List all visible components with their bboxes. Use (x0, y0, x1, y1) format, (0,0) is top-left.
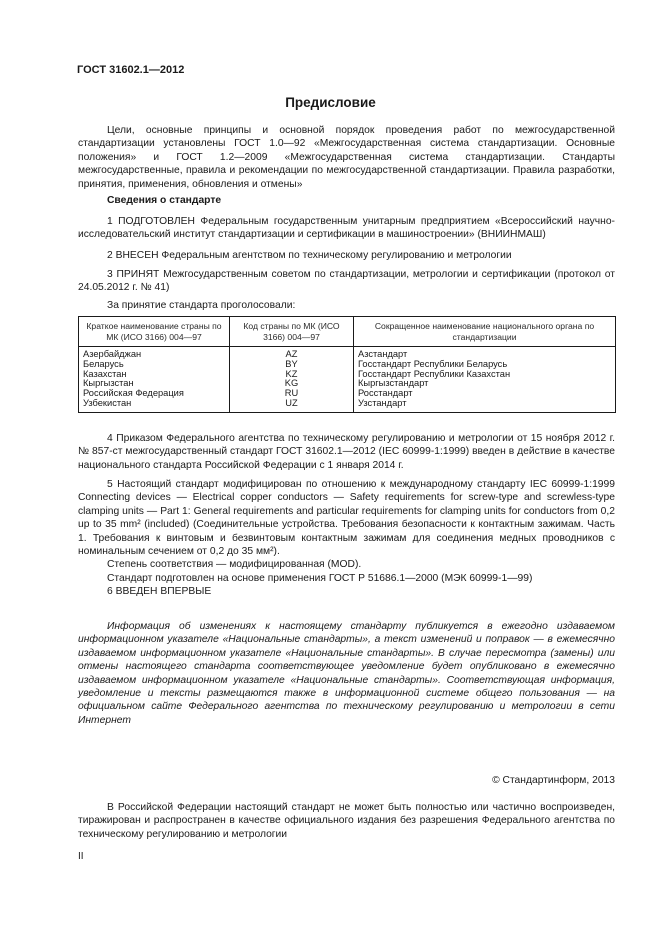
code-cell: RU (230, 389, 354, 399)
country-cell: Кыргызстан (79, 379, 230, 389)
notice-block (78, 620, 615, 727)
country-cell: Беларусь (79, 360, 230, 370)
page-number: II (78, 851, 84, 862)
restriction-paragraph: В Российской Федерации настоящий стандарт не может быть полностью или частично воспроизведен, тиражирован и распространен в качестве официального издания без разрешения Федерального агентства по техническому регулированию и метрологии (78, 802, 615, 840)
item-5-block (78, 478, 615, 585)
country-cell: Узбекистан (79, 399, 230, 412)
countries-table (78, 316, 616, 413)
intro-paragraph: Цели, основные принципы и основной порядок проведения работ по межгосударственной стандартизации установлены ГОСТ 1.0—92 «Межгосударственная система стандартизации. Основные положения» и ГОСТ 1.2—2009 «Межгосударственная система стандартизации. Стандарты межгосударственные, правила и рекомендации по межгосударственной стандартизации. Правила разработки, принятия, применения, обновления и отмены» (78, 125, 615, 190)
body-cell: Госстандарт Республики Казахстан (354, 370, 616, 380)
country-cell: Казахстан (79, 370, 230, 380)
item-2-block (78, 249, 615, 262)
table-header-row (79, 317, 616, 347)
section-heading: Сведения о стандарте (107, 195, 222, 206)
item-3: 3 ПРИНЯТ Межгосударственным советом по стандартизации, метрологии и сертификации (протокол от 24.05.2012 г. № 41) (78, 269, 615, 294)
body-cell: Узстандарт (354, 399, 616, 412)
body-cell: Госстандарт Республики Беларусь (354, 360, 616, 370)
column-header-code: Код страны по МК (ИСО 3166) 004—97 (230, 317, 354, 347)
item-3-block (78, 268, 615, 295)
table-row (79, 370, 616, 380)
country-cell: Российская Федерация (79, 389, 230, 399)
code-cell: UZ (230, 399, 354, 412)
document-id: ГОСТ 31602.1—2012 (77, 64, 185, 76)
item-1: 1 ПОДГОТОВЛЕН Федеральным государственным унитарным предприятием «Всероссийский научно-исследовательский институт стандартизации и сертификации в машиностроении» (ВНИИНМАШ) (78, 216, 615, 241)
item-5-degree: Степень соответствия — модифицированная (MOD). (107, 559, 362, 571)
body-cell: Кыргызстандарт (354, 379, 616, 389)
body-cell: Азстандарт (354, 347, 616, 360)
code-cell: KG (230, 379, 354, 389)
page-title: Предисловие (285, 95, 376, 110)
table-row (79, 399, 616, 412)
item-6: 6 ВВЕДЕН ВПЕРВЫЕ (107, 586, 212, 597)
column-header-body: Сокращенное наименование национального органа по стандартизации (354, 317, 616, 347)
item-4-block (78, 432, 615, 472)
code-cell: AZ (230, 347, 354, 360)
table-row (79, 389, 616, 399)
country-cell: Азербайджан (79, 347, 230, 360)
restriction-block (78, 801, 615, 841)
body-cell: Росстандарт (354, 389, 616, 399)
copyright: © Стандартинформ, 2013 (492, 775, 615, 786)
item-5: 5 Настоящий стандарт модифицирован по отношению к международному стандарту IEC 60999-1:1999 Connecting devices — Electrical copper conductors — Safety requirements for screw-type and screwless-type clamping units — Part 1: General requirements and particular requirements for clamping units for conductors from 0,2 up to 35 mm² (included) (Соединительные устройства. Требования безопасности к контактным зажимам. Часть 1. Требования к винтовым и безвинтовым контактным зажимам для соединения медных проводников с номинальным сечением от 0,2 до 35 мм²). (78, 479, 615, 558)
item-6-block (78, 585, 615, 598)
item-5-basis: Стандарт подготовлен на основе применения ГОСТ Р 51686.1—2000 (МЭК 60999-1—99) (107, 572, 533, 584)
column-header-country: Краткое наименование страны по МК (ИСО 3166) 004—97 (79, 317, 230, 347)
table-row (79, 360, 616, 370)
vote-intro: За принятие стандарта проголосовали: (107, 300, 296, 311)
item-4: 4 Приказом Федерального агентства по техническому регулированию и метрологии от 15 ноября 2012 г. № 857-ст межгосударственный стандарт ГОСТ 31602.1—2012 (IEC 60999-1:1999) введен в действие в качестве национального стандарта Российской Федерации с 1 января 2014 г. (78, 433, 615, 471)
table-row (79, 347, 616, 360)
item-2: 2 ВНЕСЕН Федеральным агентством по техническому регулированию и метрологии (107, 250, 512, 261)
code-cell: KZ (230, 370, 354, 380)
vote-block (78, 299, 615, 312)
info-heading-block (78, 194, 615, 207)
notice-paragraph: Информация об изменениях к настоящему стандарту публикуется в ежегодно издаваемом информационном указателе «Национальные стандарты», а текст изменений и поправок — в ежемесячно издаваемом информационном указателе «Национальные стандарты». В случае пересмотра (замены) или отмены настоящего стандарта соответствующее уведомление будет опубликовано в ежемесячно издаваемом информационном указателе «Национальные стандарты». Соответствующая информация, уведомление и тексты размещаются также в информационной системе общего пользования — на официальном сайте Федерального агентства по техническому регулированию и метрологии в сети Интернет (78, 621, 615, 726)
intro-section (78, 124, 615, 191)
code-cell: BY (230, 360, 354, 370)
item-1-block (78, 215, 615, 242)
